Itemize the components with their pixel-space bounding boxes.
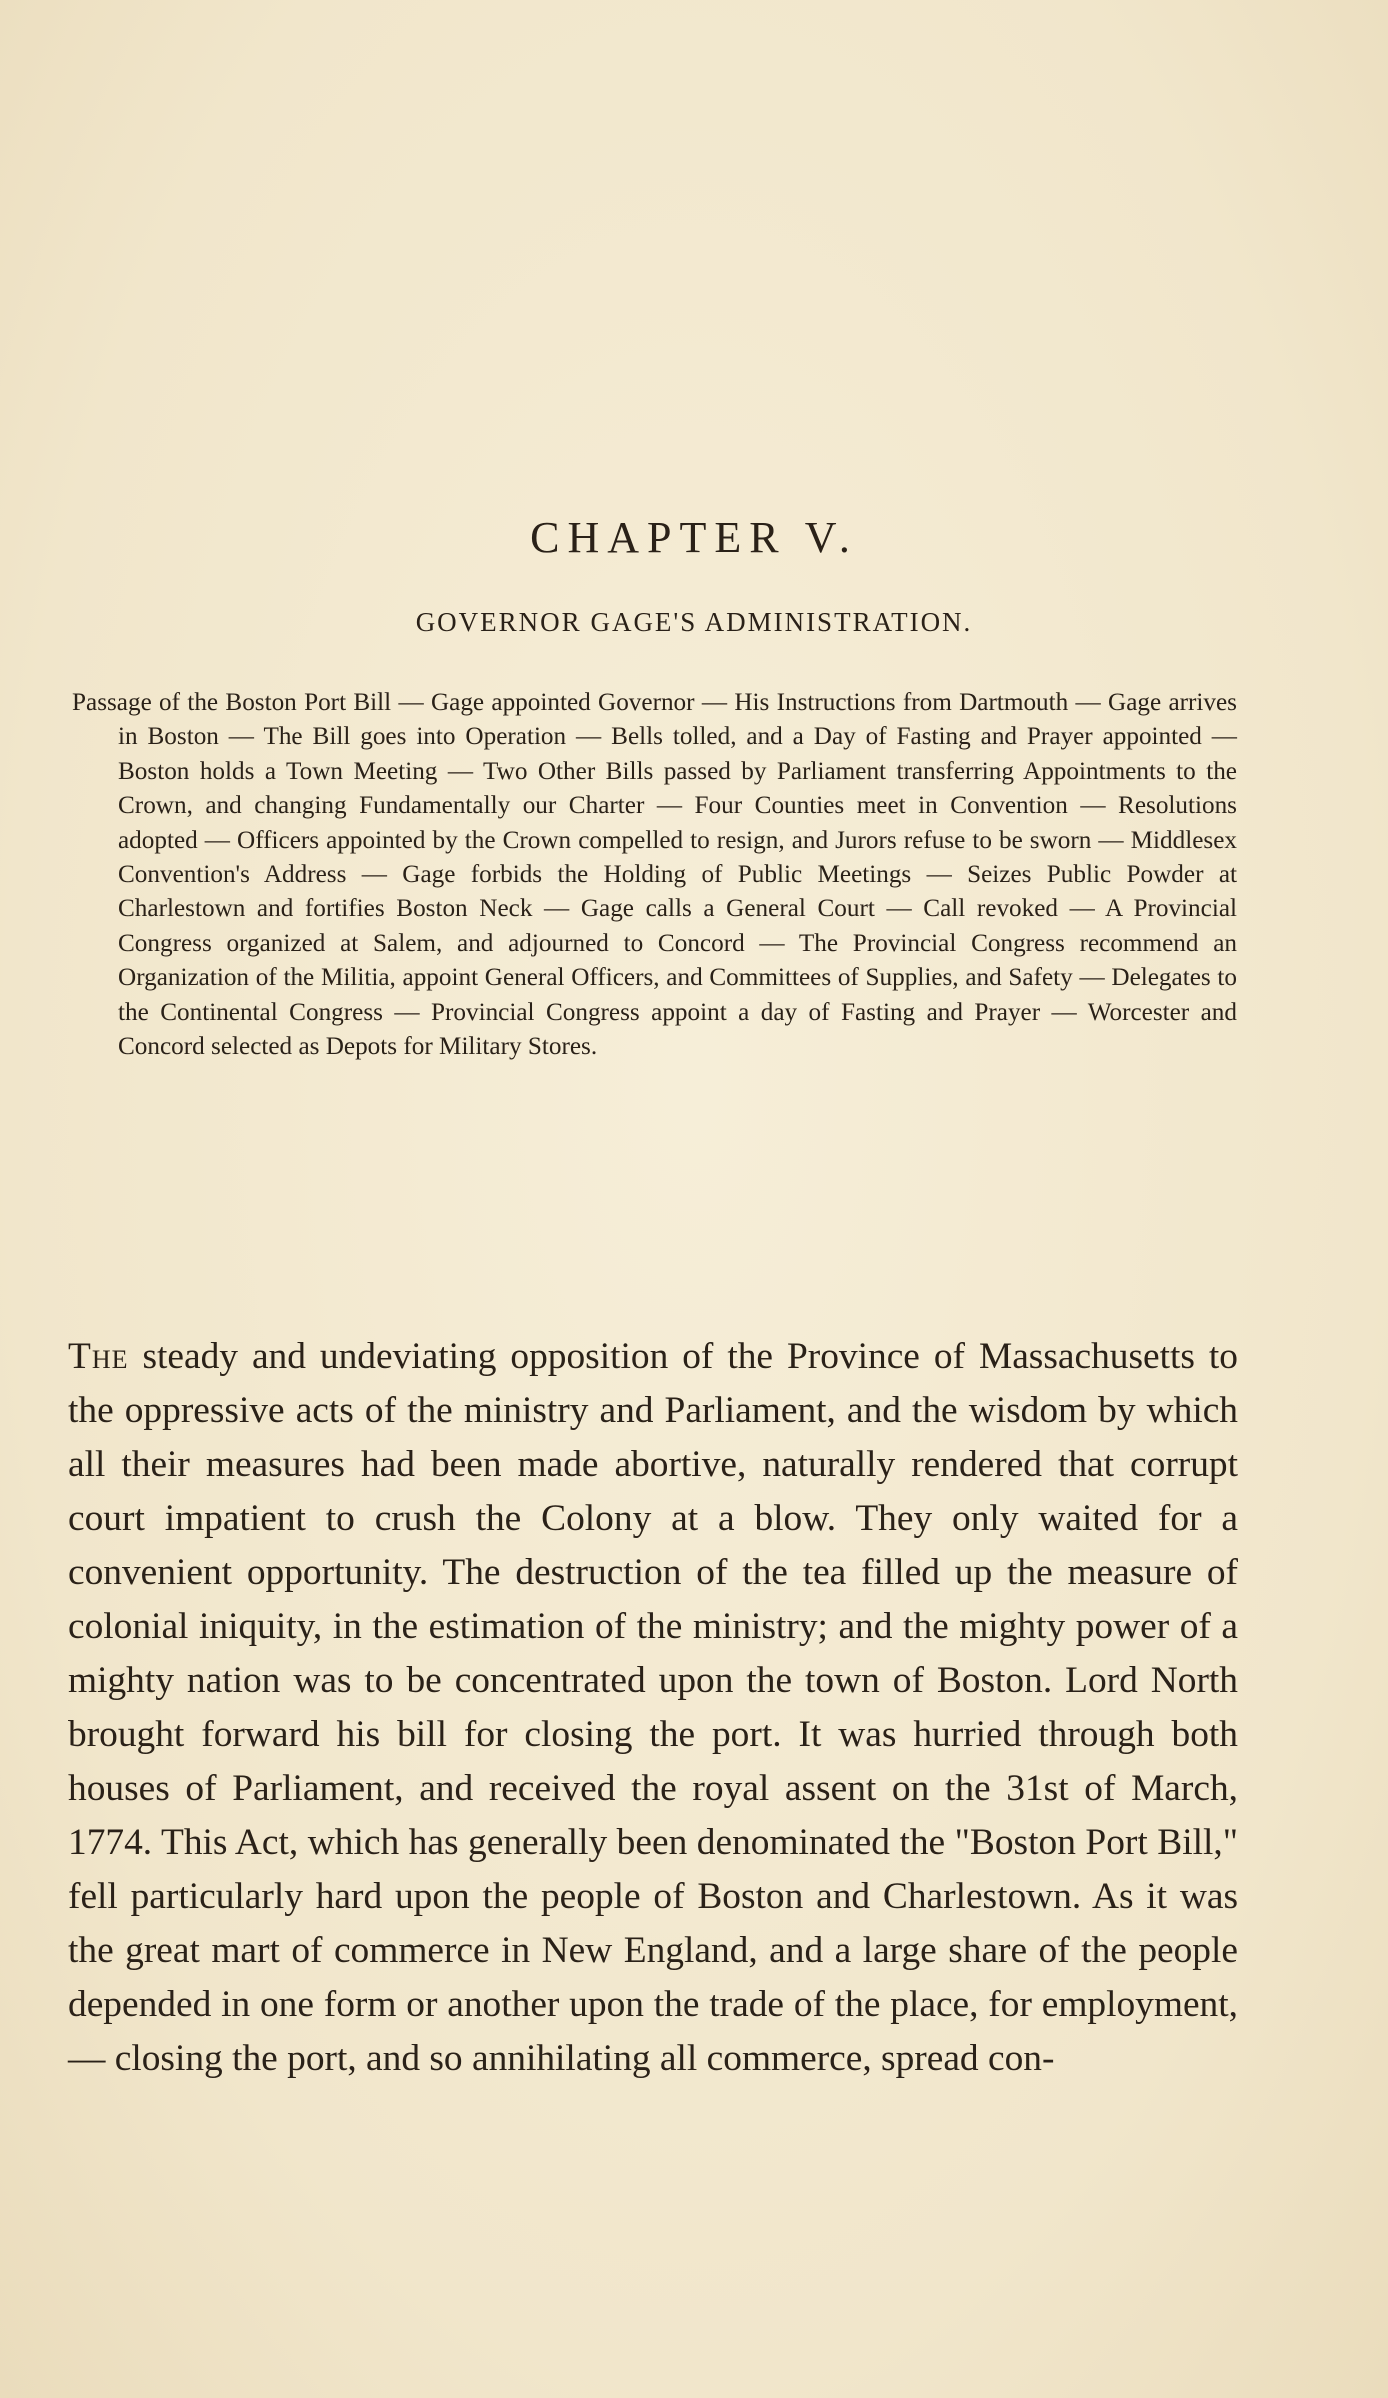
body-lead-word: The bbox=[68, 1336, 129, 1377]
chapter-title: CHAPTER V. bbox=[530, 513, 858, 562]
body-text: steady and undeviating opposition of the Province of Massachusetts to the oppressive acts of the ministry and Parliament, and the wisdom by which all their measures had been made abortive, naturally rendered that corrupt court impatient to crush the Colony at a blow. They only waited for a convenient opportunity. The destruction of the tea filled up the measure of colonial iniquity, in the estimation of the ministry; and the mighty power of a mighty nation was to be concentrated upon the town of Boston. Lord North brought forward his bill for closing the port. It was hurried through both houses of Parliament, and received the royal assent on the 31st of March, 1774. This Act, which has generally been denominated the "Boston Port Bill," fell particularly hard upon the people of Boston and Charlestown. As it was the great mart of commerce in New England, and a large share of the people depended in one form or another upon the trade of the place, for employment,— closing the port, and so annihilating all commerce, spread con- bbox=[68, 1336, 1238, 2079]
body-paragraph bbox=[68, 1330, 1238, 2086]
bleed-through-texture bbox=[120, 70, 1270, 490]
chapter-subtitle: GOVERNOR GAGE'S ADMINISTRATION. bbox=[415, 607, 973, 637]
synopsis-text: Passage of the Boston Port Bill — Gage appointed Governor — His Instructions from Dartmouth — Gage arrives in Boston — The Bill goes into Operation — Bells tolled, and a Day of Fasting and Prayer appointed — Boston holds a Town Meeting — Two Other Bills passed by Parliament transferring Appointments to the Crown, and changing Fundamentally our Charter — Four Counties meet in Convention — Resolutions adopted — Officers appointed by the Crown compelled to resign, and Jurors refuse to be sworn — Middlesex Convention's Address — Gage forbids the Holding of Public Meetings — Seizes Public Powder at Charlestown and fortifies Boston Neck — Gage calls a General Court — Call revoked — A Provincial Congress organized at Salem, and adjourned to Concord — The Provincial Congress recommend an Organization of the Militia, appoint General Officers, and Committees of Supplies, and Safety — Delegates to the Continental Congress — Provincial Congress appoint a day of Fasting and Prayer — Worcester and Concord selected as Depots for Military Stores. bbox=[72, 689, 1237, 1061]
chapter-synopsis bbox=[72, 686, 1237, 1064]
